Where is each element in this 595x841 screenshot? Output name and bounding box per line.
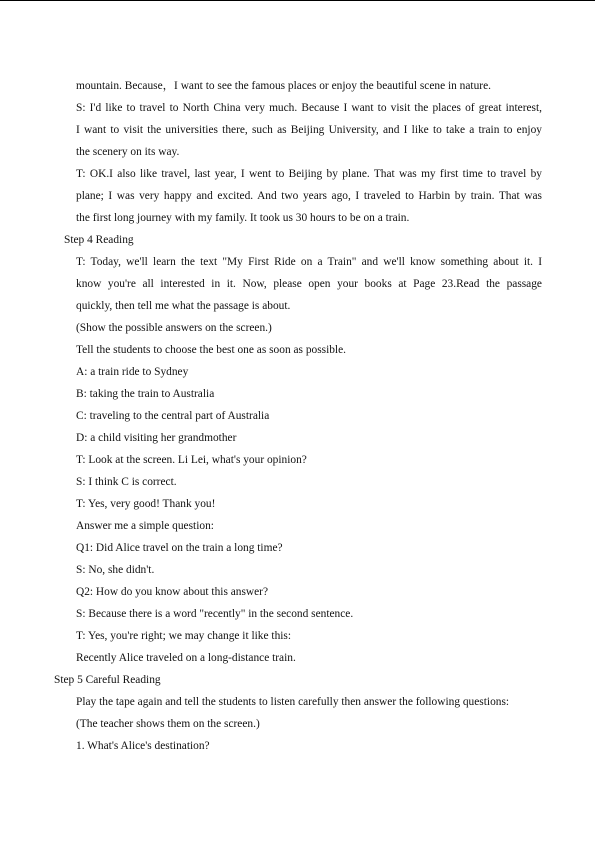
question-line: Q1: Did Alice travel on the train a long time? [76,542,283,554]
text-line: Play the tape again and tell the students to listen carefully then answer the following questions: [76,696,510,708]
text-line: Answer me a simple question: [76,520,214,532]
text-line: quickly, then tell me what the passage is about. [76,300,291,312]
text-line: the scenery on its way. [76,146,180,158]
text-line: plane; I was very happy and excited. And two years ago, I traveled to Harbin by train. That was [76,190,542,202]
question-line: 1. What's Alice's destination? [76,740,210,752]
text-line: (Show the possible answers on the screen.) [76,322,272,334]
question-line: Q2: How do you know about this answer? [76,586,269,598]
text-line: T: Yes, you're right; we may change it like this: [76,630,292,642]
option-b: B: taking the train to Australia [76,388,215,400]
option-d: D: a child visiting her grandmother [76,432,237,444]
text-line: Recently Alice traveled on a long-distance train. [76,652,296,664]
text-line: T: OK.I also like travel, last year, I went to Beijing by plane. That was my first time to travel by [76,168,542,180]
text-line: T: Look at the screen. Li Lei, what's your opinion? [76,454,307,466]
text-line: T: Today, we'll learn the text "My First Ride on a Train" and we'll know something about it. I [76,256,542,268]
text-line: T: Yes, very good! Thank you! [76,498,216,510]
option-c: C: traveling to the central part of Australia [76,410,270,422]
text-line: (The teacher shows them on the screen.) [76,718,260,730]
text-line: S: Because there is a word "recently" in the second sentence. [76,608,354,620]
text-line: the first long journey with my family. It took us 30 hours to be on a train. [76,212,410,224]
text-line: S: I'd like to travel to North China very much. Because I want to visit the places of great interest, [76,102,542,114]
text-line: I want to visit the universities there, such as Beijing University, and I like to take a train to enjoy [76,124,542,136]
option-a: A: a train ride to Sydney [76,366,189,378]
text-line: S: No, she didn't. [76,564,155,576]
section-heading: Step 5 Careful Reading [54,674,161,686]
section-heading: Step 4 Reading [64,234,134,246]
header-rule [0,0,595,1]
text-line: Tell the students to choose the best one as soon as possible. [76,344,347,356]
text-line: know you're all interested in it. Now, please open your books at Page 23.Read the passage [76,278,542,290]
text-line: S: I think C is correct. [76,476,177,488]
text-line: mountain. Because，I want to see the famous places or enjoy the beautiful scene in nature. [76,80,491,92]
